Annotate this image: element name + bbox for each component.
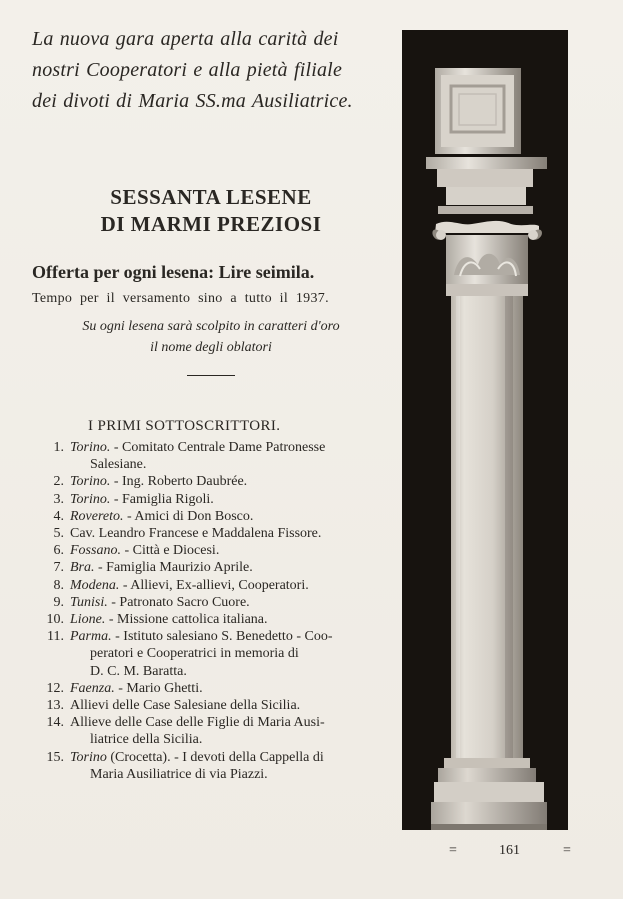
entry-description: Allievi delle Case Salesiane della Sicilia. — [70, 698, 301, 714]
subscriber-entry-5 — [32, 525, 390, 542]
entry-continuation-line: D. C. M. Baratta. — [90, 663, 187, 679]
entry-description: - Famiglia Rigoli. — [110, 491, 214, 507]
entry-text — [70, 542, 390, 559]
subscriber-entry-6 — [32, 542, 390, 559]
intro-paragraph — [32, 24, 390, 117]
entry-number: 13. — [46, 698, 64, 714]
left-column — [32, 24, 390, 783]
subscriber-entry-15 — [32, 749, 390, 783]
entry-location: Fossano. — [70, 543, 121, 559]
entry-location: Torino. — [70, 440, 111, 455]
entry-text — [70, 697, 390, 714]
subscriber-entry-11 — [32, 628, 390, 680]
entry-number: 7. — [53, 560, 64, 576]
entry-number: 4. — [53, 508, 64, 524]
entry-line — [70, 611, 390, 628]
entry-number: 5. — [53, 526, 64, 542]
entry-location: Parma. — [70, 629, 112, 645]
entry-description: - Comitato Centrale Dame Patronesse — [110, 440, 326, 455]
entry-description: - Istituto salesiano S. Benedetto - Coo- — [111, 629, 333, 645]
entry-text — [70, 525, 390, 542]
offer-line: Offerta per ogni lesena: Lire seimila. — [32, 262, 315, 282]
entry-location: Rovereto. — [70, 508, 124, 524]
entry-description: - Città e Diocesi. — [120, 543, 220, 559]
entry-description: - Ing. Roberto Daubrée. — [110, 474, 248, 490]
entry-location: Lione. — [70, 612, 106, 628]
entry-location: Faenza. — [70, 680, 115, 696]
entry-number: 2. — [53, 474, 64, 490]
subscribers-list — [32, 439, 390, 783]
subscriber-entry-2 — [32, 473, 390, 490]
entry-number: 3. — [53, 491, 64, 507]
entry-description: - Amici di Don Bosco. — [123, 508, 254, 524]
entry-number: 10. — [46, 612, 64, 628]
entry-location: Torino. — [70, 474, 111, 490]
entry-line — [70, 697, 390, 714]
page-number: 161 — [499, 843, 520, 858]
pilaster-illustration — [402, 30, 568, 830]
entry-number: 15. — [46, 749, 64, 765]
entry-location: Bra. — [70, 560, 95, 576]
entry-line — [70, 628, 390, 645]
entry-text — [70, 714, 390, 748]
heading-line-1: SESSANTA LESENE — [110, 185, 312, 209]
entry-text — [70, 508, 390, 525]
entry-text — [70, 473, 390, 490]
entry-continuation-line: Salesiane. — [90, 457, 147, 473]
entry-number: 12. — [46, 680, 64, 696]
intro-line-1: La nuova gara aperta alla carità dei — [32, 28, 339, 50]
entry-line — [70, 594, 390, 611]
entry-line — [70, 714, 390, 731]
subscriber-entry-1 — [32, 439, 390, 473]
subscriber-entry-4 — [32, 508, 390, 525]
entry-location: Torino. — [70, 491, 111, 507]
entry-continuation-line: peratori e Cooperatrici in memoria di — [90, 646, 299, 662]
engraving-note-line-1: Su ogni lesena sarà scolpito in caratteri d'oro — [82, 319, 340, 334]
entry-location: Modena. — [70, 577, 120, 593]
entry-line — [70, 559, 390, 576]
entry-continuation-line: liatrice della Sicilia. — [90, 732, 203, 748]
entry-number: 9. — [53, 594, 64, 610]
entry-text — [70, 680, 390, 697]
entry-continuation-line: Maria Ausiliatrice di via Piazzi. — [90, 766, 268, 782]
entry-text — [70, 594, 390, 611]
subscriber-entry-12 — [32, 680, 390, 697]
entry-line — [70, 525, 390, 542]
heading-line-2: DI MARMI PREZIOSI — [100, 212, 322, 236]
entry-line — [70, 749, 390, 766]
subscriber-entry-9 — [32, 594, 390, 611]
entry-description: - Allievi, Ex-allievi, Cooperatori. — [119, 577, 309, 593]
entry-location: Tunisi. — [70, 594, 108, 610]
subscriber-entry-8 — [32, 577, 390, 594]
subscriber-entry-10 — [32, 611, 390, 628]
entry-text — [70, 491, 390, 508]
entry-description: (Crocetta). - I devoti della Cappella di — [106, 749, 324, 765]
intro-line-3: dei divoti di Maria SS.ma Ausiliatrice. — [32, 90, 353, 112]
entry-line — [70, 491, 390, 508]
entry-line — [70, 508, 390, 525]
deadline-line: Tempo per il versamento sino a tutto il 1937. — [32, 291, 329, 306]
section-divider — [187, 375, 235, 376]
intro-line-2: nostri Cooperatori e alla pietà filiale — [32, 59, 343, 81]
page-mark-left: = — [449, 843, 455, 858]
entry-description: - Missione cattolica italiana. — [105, 612, 268, 628]
entry-number: 1. — [53, 440, 64, 455]
page-footer — [449, 844, 581, 862]
entry-description: Cav. Leandro Francese e Maddalena Fissore. — [70, 526, 322, 542]
entry-line — [70, 473, 390, 490]
entry-text — [70, 439, 390, 473]
entry-description: - Patronato Sacro Cuore. — [107, 594, 250, 610]
entry-text — [70, 559, 390, 576]
main-heading — [32, 184, 390, 238]
entry-number: 14. — [46, 715, 64, 731]
entry-description: Allieve delle Case delle Figlie di Maria Ausi- — [70, 715, 325, 731]
entry-description: - Mario Ghetti. — [114, 680, 203, 696]
subscriber-entry-14 — [32, 714, 390, 748]
entry-number: 11. — [47, 629, 64, 645]
entry-location: Torino — [70, 749, 107, 765]
entry-text — [70, 611, 390, 628]
entry-description: - Famiglia Maurizio Aprile. — [94, 560, 253, 576]
engraving-note-line-2: il nome degli oblatori — [150, 340, 272, 355]
subscribers-title: I PRIMI SOTTOSCRITTORI. — [88, 418, 281, 434]
entry-line — [70, 577, 390, 594]
subscriber-entry-7 — [32, 559, 390, 576]
entry-line — [70, 439, 390, 456]
page-mark-right: = — [563, 843, 569, 858]
subscriber-entry-13 — [32, 697, 390, 714]
pilaster-photo — [402, 30, 568, 830]
entry-text — [70, 749, 390, 783]
entry-text — [70, 628, 390, 680]
entry-number: 6. — [53, 543, 64, 559]
entry-line — [70, 542, 390, 559]
entry-text — [70, 577, 390, 594]
engraving-note — [32, 316, 390, 358]
subscriber-entry-3 — [32, 491, 390, 508]
entry-line — [70, 680, 390, 697]
entry-number: 8. — [53, 577, 64, 593]
